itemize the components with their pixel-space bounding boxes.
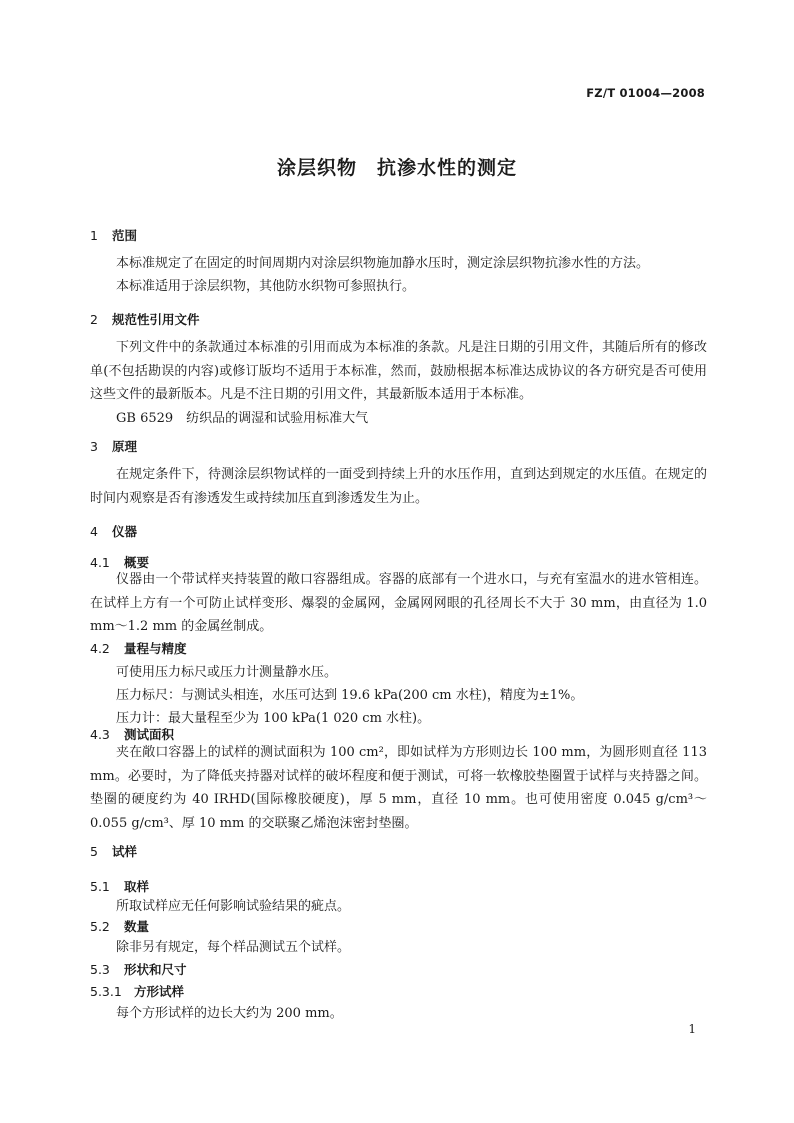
subsection-number: 5.3.1 bbox=[90, 984, 122, 999]
subsection-title: 方形试样 bbox=[134, 984, 185, 999]
section-title: 范围 bbox=[112, 228, 138, 243]
paragraph: 下列文件中的条款通过本标准的引用而成为本标准的条款。凡是注日期的引用文件，其随后所有的修改单(不包括勘误的内容)或修订版均不适用于本标准，然而，鼓励根据本标准达成协议的各方研究是否可使用这些文件的最新版本。凡是不注日期的引用文件，其最新版本适用于本标准。 bbox=[90, 340, 707, 402]
text-line: 每个方形试样的边长大约为 200 mm。 bbox=[116, 1006, 343, 1021]
section-heading-2 bbox=[90, 310, 200, 328]
section-heading-5 bbox=[90, 842, 137, 860]
subsection-title: 测试面积 bbox=[124, 727, 175, 742]
section-heading-3 bbox=[90, 437, 137, 455]
text-line: 压力标尺：与测试头相连，水压可达到 19.6 kPa(200 cm 水柱)，精度为±1%。 bbox=[116, 688, 584, 703]
subsection-number: 4.1 bbox=[90, 555, 110, 570]
subsection-title: 数量 bbox=[124, 919, 150, 934]
subsection-heading-5-3-1 bbox=[90, 982, 184, 1000]
subsection-number: 4.2 bbox=[90, 641, 110, 656]
section-title: 原理 bbox=[112, 439, 138, 454]
subsection-heading-5-1 bbox=[90, 877, 149, 895]
normative-reference: GB 6529 纺织品的调湿和试验用标准大气 bbox=[116, 411, 369, 426]
section-title: 规范性引用文件 bbox=[112, 312, 200, 327]
section-title: 试样 bbox=[112, 844, 138, 859]
subsection-title: 形状和尺寸 bbox=[124, 962, 187, 977]
subsection-number: 4.3 bbox=[90, 727, 110, 742]
subsection-heading-5-2 bbox=[90, 917, 149, 935]
subsection-title: 概要 bbox=[124, 555, 150, 570]
page-number: 1 bbox=[688, 1022, 696, 1036]
subsection-title: 取样 bbox=[124, 879, 150, 894]
standard-code: FZ/T 01004—2008 bbox=[586, 86, 705, 100]
section-number: 5 bbox=[90, 844, 98, 859]
document-title: 涂层织物 抗渗水性的测定 bbox=[276, 157, 517, 179]
paragraph: 本标准规定了在固定的时间周期内对涂层织物施加静水压时，测定涂层织物抗渗水性的方法。 bbox=[116, 256, 650, 271]
paragraph: 在规定条件下，待测涂层织物试样的一面受到持续上升的水压作用，直到达到规定的水压值。在规定的时间内观察是否有渗透发生或持续加压直到渗透发生为止。 bbox=[90, 467, 707, 506]
text-line: 除非另有规定，每个样品测试五个试样。 bbox=[116, 940, 351, 955]
text-line: 可使用压力标尺或压力计测量静水压。 bbox=[116, 665, 338, 680]
section-number: 4 bbox=[90, 524, 98, 539]
subsection-number: 5.1 bbox=[90, 879, 110, 894]
text-line: 所取试样应无任何影响试验结果的疵点。 bbox=[116, 899, 351, 914]
subsection-heading-4-2 bbox=[90, 639, 187, 657]
subsection-number: 5.3 bbox=[90, 962, 110, 977]
paragraph: 夹在敞口容器上的试样的测试面积为 100 cm²，即如试样为方形则边长 100 mm，为圆形则直径 113 mm。必要时，为了降低夹持器对试样的破坏程度和便于测试，可将一软橡胶垫圈置于试样与夹持器之间。垫圈的硬度约为 40 IRHD(国际橡胶硬度)，厚 5 mm，直径 10 mm。也可使用密度 0.045 g/cm³～0.055 g/cm³、厚 10 mm 的交联聚乙烯泡沫密封垫圈。 bbox=[90, 745, 707, 831]
section-number: 3 bbox=[90, 439, 98, 454]
paragraph: 本标准适用于涂层织物，其他防水织物可参照执行。 bbox=[116, 279, 416, 294]
section-title: 仪器 bbox=[112, 524, 138, 539]
subsection-heading-5-3 bbox=[90, 960, 187, 978]
paragraph: 仪器由一个带试样夹持装置的敞口容器组成。容器的底部有一个进水口，与充有室温水的进水管相连。在试样上方有一个可防止试样变形、爆裂的金属网，金属网网眼的孔径周长不大于 30 mm，由直径为 1.0 mm～1.2 mm 的金属丝制成。 bbox=[90, 572, 707, 634]
section-heading-4 bbox=[90, 522, 137, 540]
subsection-number: 5.2 bbox=[90, 919, 110, 934]
section-number: 1 bbox=[90, 228, 98, 243]
section-number: 2 bbox=[90, 312, 98, 327]
text-line: 压力计：最大量程至少为 100 kPa(1 020 cm 水柱)。 bbox=[116, 711, 431, 726]
section-heading-1 bbox=[90, 226, 137, 244]
subsection-title: 量程与精度 bbox=[124, 641, 187, 656]
